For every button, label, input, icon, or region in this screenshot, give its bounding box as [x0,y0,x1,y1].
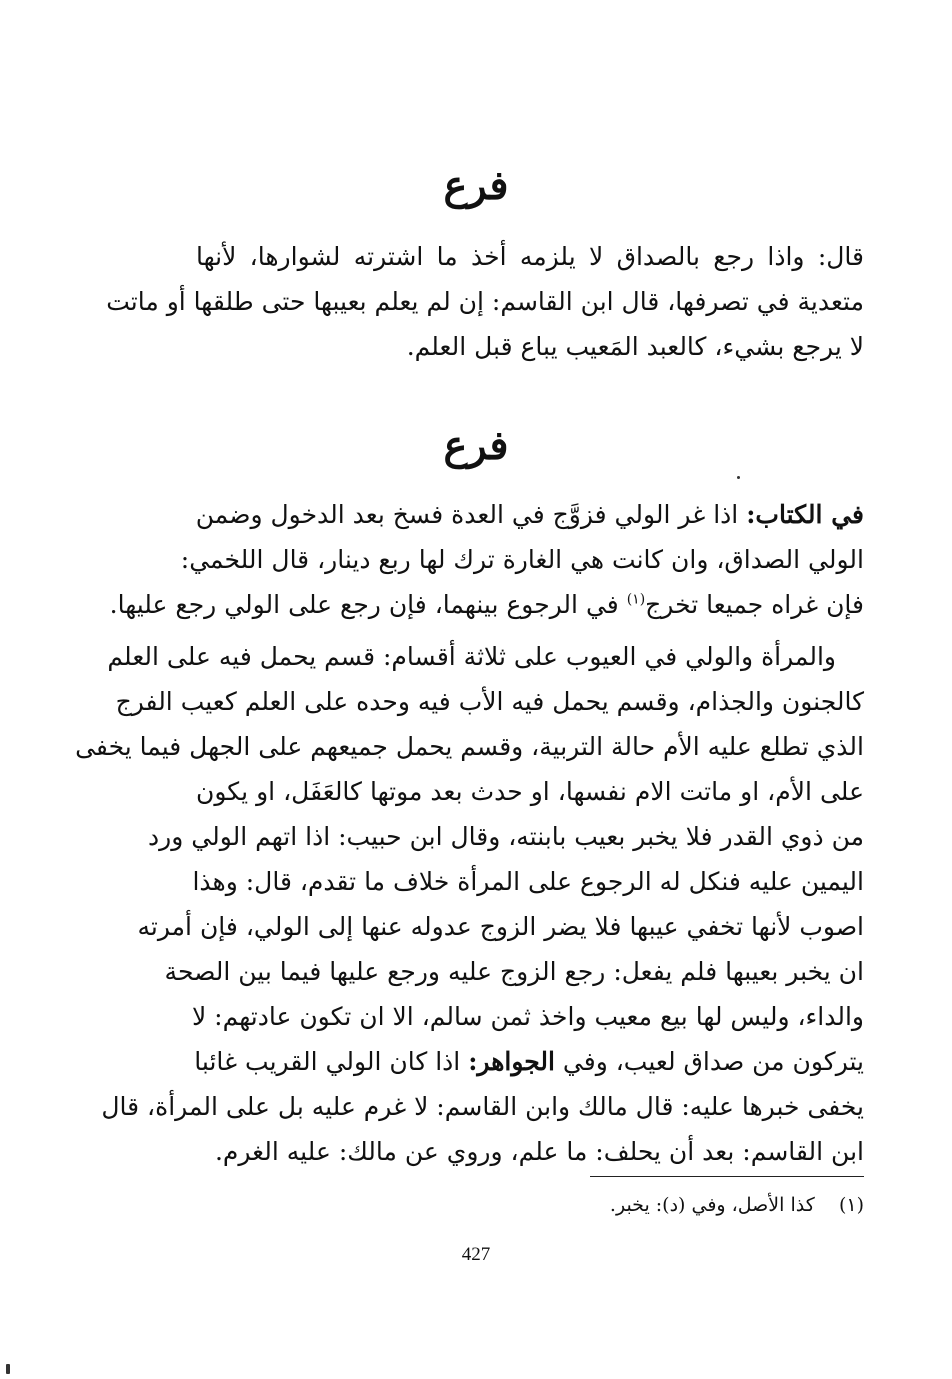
paragraph-2-line-1 [196,492,864,537]
paragraph-1-line-2: متعدية في تصرفها، قال ابن القاسم: إن لم يعلم بعيبها حتى طلقها أو ماتت [106,287,864,316]
paragraph-3-line-5: من ذوي القدر فلا يخبر بعيب بابنته، وقال ابن حبيب: اذا اتهم الولي ورد [148,822,864,851]
paragraph-2-line-2: الولي الصداق، وان كانت هي الغارة ترك لها ربع دينار، قال اللخمي: [180,545,864,574]
footnote-text: كذا الأصل، وفي (د): يخبر. [609,1194,815,1216]
section-heading-2: فرع [443,422,509,469]
paragraph-3-line-6: اليمين عليه فنكل له الرجوع على المرأة خلاف ما تقدم، قال: وهذا [192,867,864,896]
paragraph-3 [75,634,864,1174]
paragraph-3-line-10-after: اذا كان الولي القريب غائبا [194,1047,469,1076]
paragraph-3-line-12: ابن القاسم: بعد أن يحلف: ما علم، وروي عن مالك: عليه الغرم. [214,1137,864,1166]
paragraph-3-line-3: الذي تطلع عليه الأم حالة التربية، وقسم يحمل جميعهم على الجهل فيما يخفى [75,732,864,761]
source-label-jawahir: الجواهر: [468,1047,555,1076]
paragraph-2-line-1-text: اذا غر الولي فزوَّج في العدة فسخ بعد الدخول وضمن [195,500,747,529]
paragraph-2 [109,492,864,627]
source-label-kitab: في الكتاب: [746,500,864,529]
footnote-divider [590,1176,864,1177]
paragraph-3-line-2: كالجنون والجذام، وقسم يحمل فيه الأب فيه وحده على العلم كعيب الفرج [115,687,864,716]
paragraph-1 [106,234,864,369]
paragraph-3-line-1: والمرأة والولي في العيوب على ثلاثة أقسام: قسم يحمل فيه على العلم [107,642,836,671]
paragraph-1-line-3: لا يرجع بشيء، كالعبد المَعيب يباع قبل العلم. [406,332,864,361]
paragraph-3-line-7: اصوب لأنها تخفي عيبها فلا يضر الزوج عدوله عنها إلى الولي، فإن أمرته [137,912,864,941]
paragraph-3-line-10-before: يتركون من صداق لعيب، وفي [554,1047,864,1076]
paragraph-2-line-3-after: في الرجوع بينهما، فإن رجع على الولي رجع عليها. [109,590,627,619]
page-number: 427 [461,1244,491,1265]
footnote-reference: (١) [626,591,646,608]
paragraph-3-line-8: ان يخبر بعيبها فلم يفعل: رجع الزوج عليه ورجع عليها فيما بين الصحة [164,957,864,986]
scan-edge-mark [6,1364,10,1374]
paragraph-3-line-4: على الأم، او ماتت الام نفسها، او حدث بعد موتها كالعَفَل، او يكون [196,777,864,806]
paragraph-2-line-3 [109,582,864,627]
paragraph-2-line-3-before: فإن غراه جميعا تخرج [645,590,864,619]
footnote-marker: (١) [838,1194,864,1216]
paragraph-3-line-9: والداء، وليس لها بيع معيب واخذ ثمن سالم، الا ان تكون عادتهم: لا [191,1002,864,1031]
paragraph-3-line-10 [196,1039,864,1084]
paragraph-1-line-1: قال: واذا رجع بالصداق لا يلزمه أخذ ما اشترته لشوارها، لأنها [196,242,864,271]
paragraph-3-line-11: يخفى خبرها عليه: قال مالك وابن القاسم: لا غرم عليه بل على المرأة، قال [101,1092,864,1121]
footnote-spacer [821,1194,833,1216]
section-heading-1: فرع [443,162,509,209]
footnote [420,1190,864,1220]
scan-speck [737,476,740,479]
